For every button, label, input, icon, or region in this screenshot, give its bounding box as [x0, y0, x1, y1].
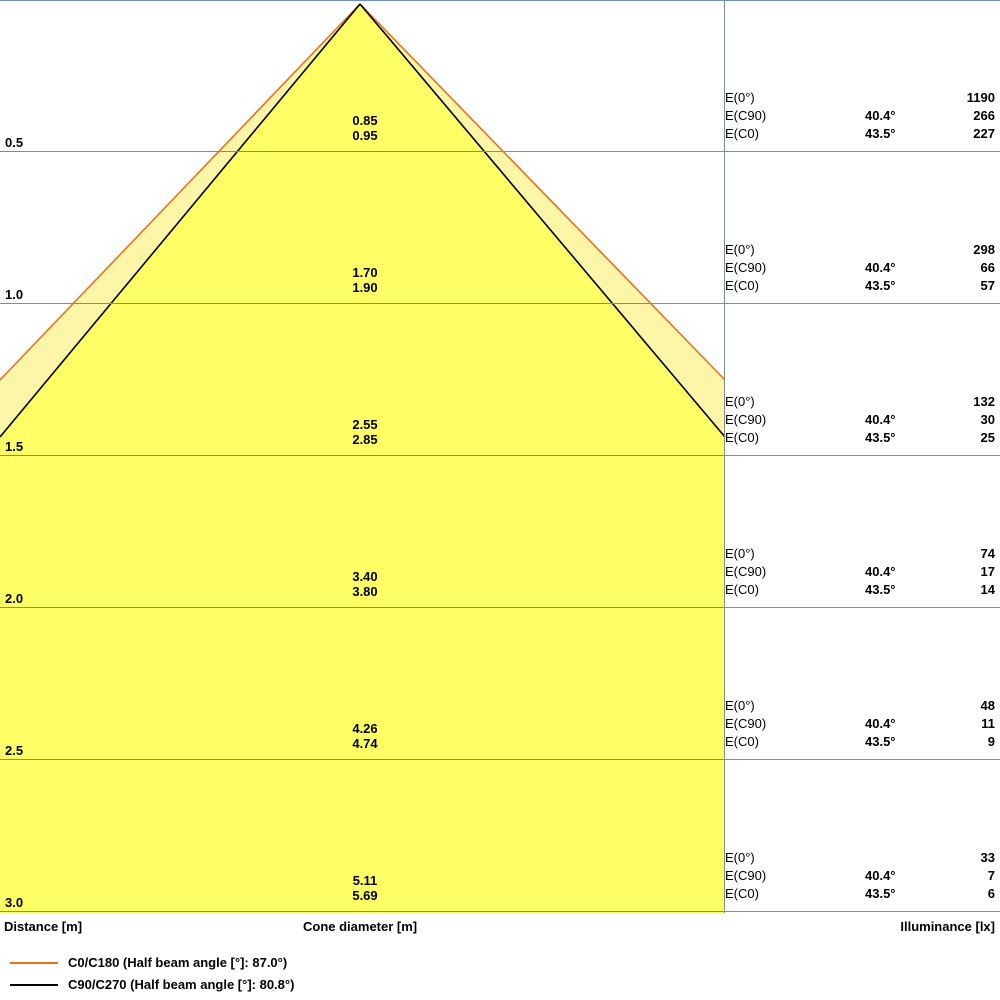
distance-label-0-5: 0.5	[5, 135, 24, 150]
cone-diameter-1-5	[300, 417, 430, 447]
grid-line-0-5	[0, 151, 1000, 152]
illuminance-row	[725, 715, 995, 733]
illuminance-value: 9	[987, 734, 995, 749]
illuminance-label: E(C90)	[725, 564, 767, 579]
illuminance-row	[725, 107, 995, 125]
illuminance-angle: 40.4°	[865, 716, 896, 731]
illuminance-value: 227	[973, 126, 995, 141]
illuminance-block-1-0	[725, 241, 995, 295]
illuminance-value: 132	[973, 394, 995, 409]
illuminance-row	[725, 733, 995, 751]
grid-line-3-0	[0, 911, 1000, 912]
illuminance-value: 17	[980, 564, 995, 579]
illuminance-label: E(C90)	[725, 260, 767, 275]
grid-line-1-5	[0, 455, 1000, 456]
grid-line-2-0	[0, 607, 1000, 608]
illuminance-row	[725, 89, 995, 107]
illuminance-label: E(C0)	[725, 126, 759, 141]
illuminance-row	[725, 697, 995, 715]
grid-line-1-0	[0, 303, 1000, 304]
axis-caption-distance: Distance [m]	[4, 919, 83, 934]
illuminance-angle: 43.5°	[865, 126, 896, 141]
illuminance-angle: 40.4°	[865, 412, 896, 427]
cone-diameter-c0-3-0: 5.69	[352, 888, 378, 903]
grid-line-2-5	[0, 759, 1000, 760]
illuminance-row	[725, 581, 995, 599]
illuminance-angle: 43.5°	[865, 430, 896, 445]
illuminance-block-0-5	[725, 89, 995, 143]
illuminance-value: 48	[980, 698, 995, 713]
illuminance-angle: 40.4°	[865, 108, 896, 123]
illuminance-row	[725, 241, 995, 259]
illuminance-label: E(C90)	[725, 868, 767, 883]
distance-label-1-5: 1.5	[5, 439, 24, 454]
cone-diameter-c90-1-0: 1.70	[352, 265, 378, 280]
illuminance-label: E(0°)	[725, 546, 755, 561]
legend-label-c0: C0/C180 (Half beam angle [°]: 87.0°)	[68, 955, 288, 970]
illuminance-row	[725, 563, 995, 581]
illuminance-row	[725, 393, 995, 411]
illuminance-value: 266	[973, 108, 995, 123]
cone-diameter-c0-0-5: 0.95	[352, 128, 378, 143]
illuminance-value: 25	[980, 430, 995, 445]
illuminance-label: E(C90)	[725, 412, 767, 427]
illuminance-row	[725, 545, 995, 563]
cone-diameter-c90-0-5: 0.85	[352, 113, 378, 128]
cone-diameter-c90-1-5: 2.55	[352, 417, 378, 432]
cone-diameter-c0-1-0: 1.90	[352, 280, 378, 295]
illuminance-value: 66	[980, 260, 995, 275]
cone-diameter-c0-2-0: 3.80	[352, 584, 378, 599]
legend-swatch-c0-icon	[10, 962, 58, 964]
illuminance-angle: 40.4°	[865, 564, 896, 579]
illuminance-block-2-0	[725, 545, 995, 599]
illuminance-angle: 43.5°	[865, 582, 896, 597]
cone-diameter-c0-1-5: 2.85	[352, 432, 378, 447]
cone-diameter-c90-3-0: 5.11	[352, 873, 378, 888]
illuminance-value: 14	[980, 582, 995, 597]
illuminance-value: 7	[987, 868, 995, 883]
illuminance-label: E(0°)	[725, 90, 755, 105]
illuminance-angle: 43.5°	[865, 734, 896, 749]
illuminance-value: 6	[987, 886, 995, 901]
axis-caption-cone-diameter: Cone diameter [m]	[303, 919, 418, 934]
cone-diameter-0-5	[300, 113, 430, 143]
illuminance-label: E(0°)	[725, 394, 755, 409]
illuminance-row	[725, 411, 995, 429]
legend-swatch-c90-icon	[10, 984, 58, 986]
distance-label-1-0: 1.0	[5, 287, 24, 302]
illuminance-angle: 43.5°	[865, 886, 896, 901]
cone-diameter-c90-2-5: 4.26	[352, 721, 378, 736]
illuminance-angle: 43.5°	[865, 278, 896, 293]
cone-diameter-2-5	[300, 721, 430, 751]
illuminance-row	[725, 885, 995, 903]
distance-label-3-0: 3.0	[5, 895, 24, 910]
illuminance-value: 74	[980, 546, 995, 561]
distance-label-2-5: 2.5	[5, 743, 24, 758]
axis-caption-illuminance: Illuminance [lx]	[900, 919, 995, 934]
illuminance-row	[725, 867, 995, 885]
illuminance-label: E(C0)	[725, 582, 759, 597]
cone-diameter-1-0	[300, 265, 430, 295]
cone-diameter-c0-2-5: 4.74	[352, 736, 378, 751]
illuminance-label: E(C0)	[725, 886, 759, 901]
illuminance-row	[725, 277, 995, 295]
illuminance-label: E(0°)	[725, 850, 755, 865]
cone-diameter-3-0	[300, 873, 430, 903]
illuminance-label: E(0°)	[725, 698, 755, 713]
illuminance-angle: 40.4°	[865, 868, 896, 883]
illuminance-block-3-0	[725, 849, 995, 903]
illuminance-value: 1190	[966, 90, 995, 105]
illuminance-row	[725, 429, 995, 447]
illuminance-label: E(C0)	[725, 734, 759, 749]
legend-label-c90: C90/C270 (Half beam angle [°]: 80.8°)	[68, 977, 295, 992]
cone-diameter-2-0	[300, 569, 430, 599]
distance-label-2-0: 2.0	[5, 591, 24, 606]
illuminance-label: E(C90)	[725, 108, 767, 123]
grid-line-top	[0, 0, 1000, 1]
illuminance-label: E(C0)	[725, 278, 759, 293]
illuminance-value: 57	[980, 278, 995, 293]
illuminance-label: E(C90)	[725, 716, 767, 731]
illuminance-value: 33	[980, 850, 995, 865]
illuminance-row	[725, 849, 995, 867]
illuminance-block-1-5	[725, 393, 995, 447]
illuminance-row	[725, 259, 995, 277]
illuminance-row	[725, 125, 995, 143]
illuminance-block-2-5	[725, 697, 995, 751]
illuminance-label: E(0°)	[725, 242, 755, 257]
illuminance-value: 30	[980, 412, 995, 427]
illuminance-angle: 40.4°	[865, 260, 896, 275]
illuminance-value: 11	[981, 716, 995, 731]
cone-diameter-c90-2-0: 3.40	[352, 569, 378, 584]
illuminance-label: E(C0)	[725, 430, 759, 445]
illuminance-value: 298	[973, 242, 995, 257]
